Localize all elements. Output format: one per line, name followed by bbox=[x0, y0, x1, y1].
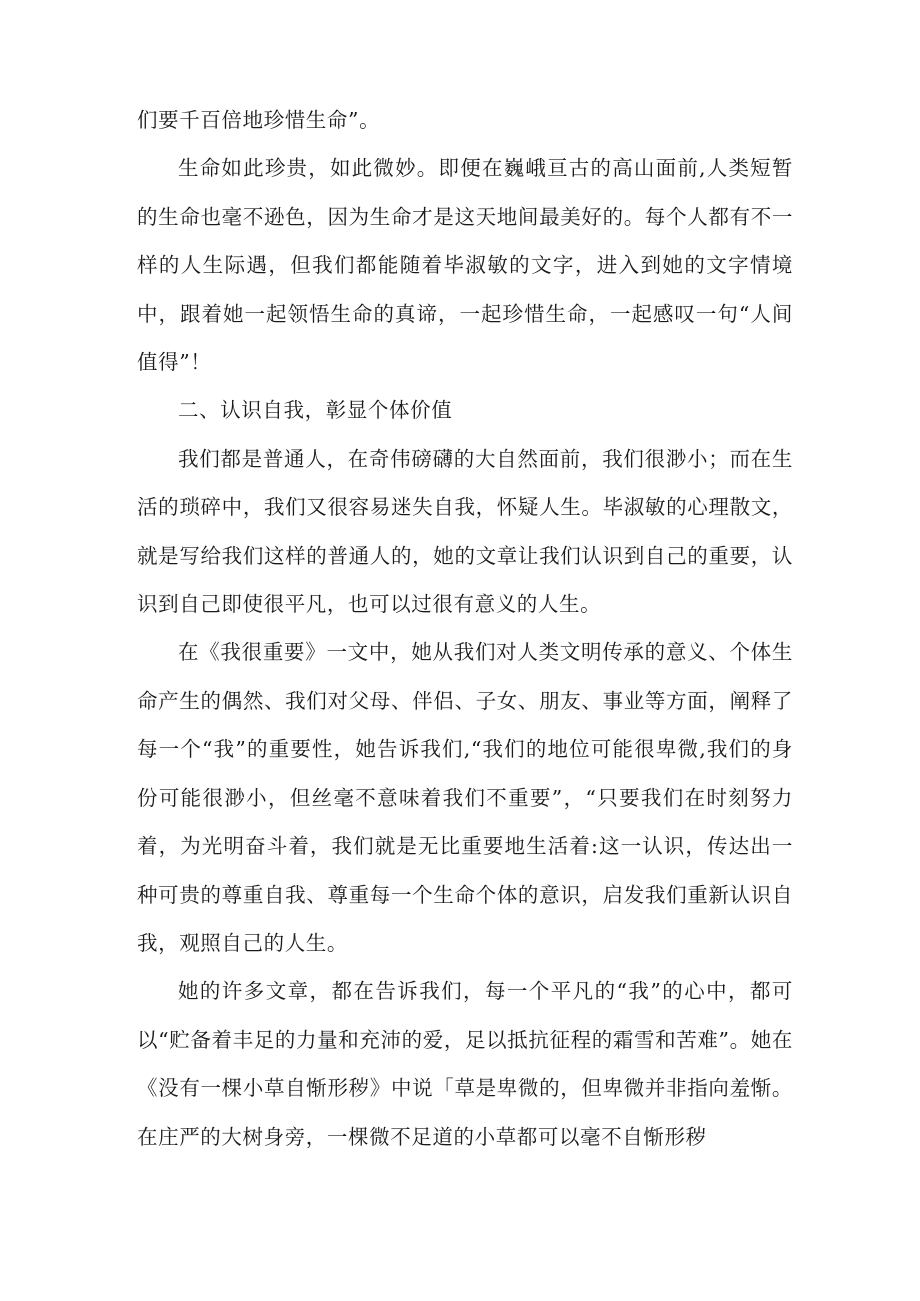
body-text bbox=[137, 96, 793, 1161]
paragraph-little-grass: 她的许多文章，都在告诉我们，每一个平凡的“我”的心中，都可以“贮备着丰足的力量和充沛的爱，足以抵抗征程的霜雪和苦难”。她在《没有一棵小草自惭形秽》中说「草是卑微的，但卑微并非指向羞惭。在庄严的大树身旁，一棵微不足道的小草都可以毫不自惭形秽 bbox=[137, 979, 793, 1149]
section-heading: 二、认识自我，彰显个体价值 bbox=[178, 398, 453, 423]
paragraph-i-am-important: 在《我很重要》一文中，她从我们对人类文明传承的意义、个体生命产生的偶然、我们对父母、伴侣、子女、朋友、事业等方面，阐释了每一个“我”的重要性，她告诉我们,“我们的地位可能很卑微,我们的身份可能很渺小，但丝毫不意味着我们不重要”，“只要我们在时刻努力着，为光明奋斗着，我们就是无比重要地生活着:这一认识，传达出一种可贵的尊重自我、尊重每一个生命个体的意识，启发我们重新认识自我，观照自己的人生。 bbox=[137, 640, 793, 955]
paragraph-life-precious: 生命如此珍贵，如此微妙。即便在巍峨亘古的高山面前,人类短暂的生命也毫不逊色，因为生命才是这天地间最美好的。每个人都有不一样的人生际遇，但我们都能随着毕淑敏的文字，进入到她的文字情境中，跟着她一起领悟生命的真谛，一起珍惜生命，一起感叹一句“人间值得”！ bbox=[137, 156, 793, 375]
paragraph-continuation: 们要千百倍地珍惜生命”。 bbox=[137, 108, 381, 132]
paragraph-ordinary-people: 我们都是普通人，在奇伟磅礴的大自然面前，我们很渺小；而在生活的琐碎中，我们又很容易迷失自我，怀疑人生。毕淑敏的心理散文，就是写给我们这样的普通人的，她的文章让我们认识到自己的重要，认识到自己即使很平凡，也可以过很有意义的人生。 bbox=[137, 446, 793, 617]
